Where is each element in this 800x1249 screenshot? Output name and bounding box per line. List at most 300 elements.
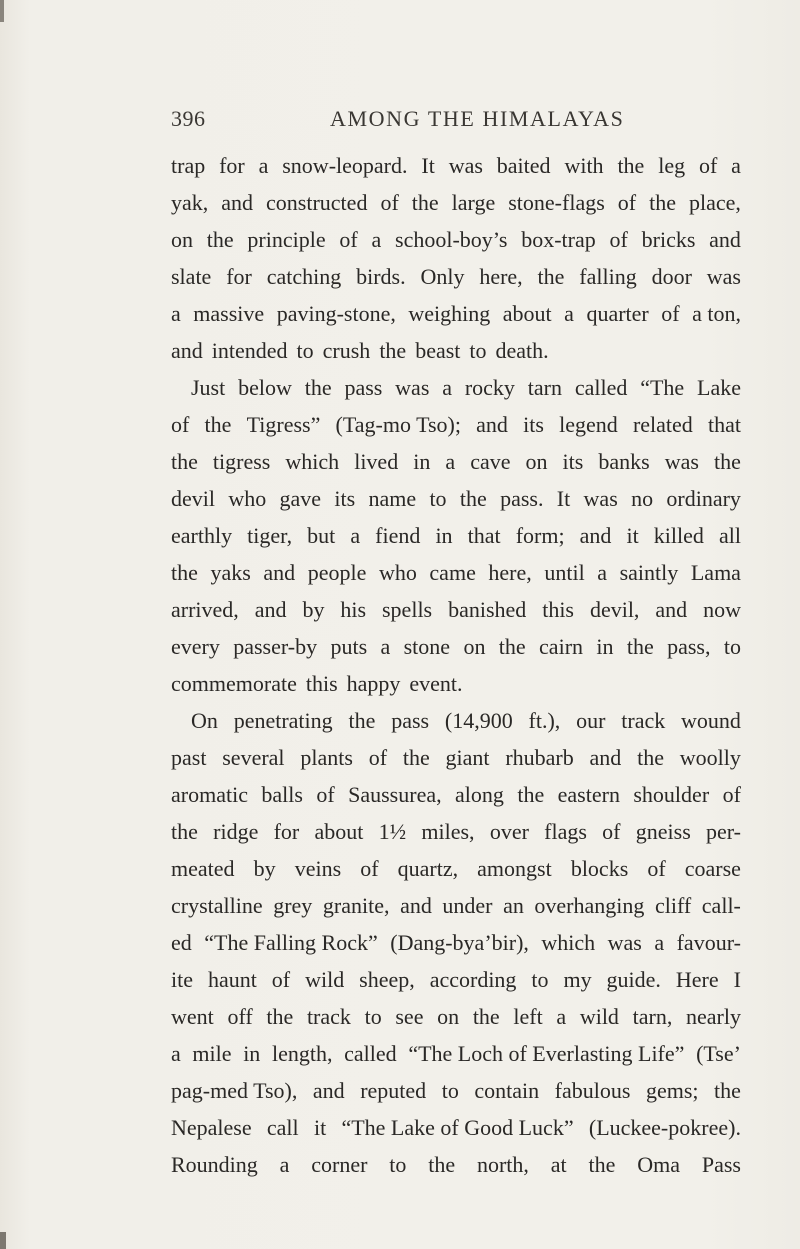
- word: pass: [391, 708, 430, 733]
- word: falling: [579, 264, 637, 289]
- word: on: [437, 1004, 460, 1029]
- word: track: [621, 708, 666, 733]
- word: and: [171, 338, 203, 363]
- word: cliff: [654, 893, 692, 918]
- text-line: [171, 1072, 741, 1109]
- text-line: [171, 369, 741, 406]
- word: of: [360, 856, 379, 881]
- word: related: [632, 412, 693, 437]
- word: Nepalese: [171, 1115, 252, 1140]
- word: people: [307, 560, 367, 585]
- word: left: [513, 1004, 543, 1029]
- word: every: [171, 634, 220, 659]
- text-line: [171, 776, 741, 813]
- word: grey: [273, 893, 313, 918]
- word: “The: [640, 375, 685, 400]
- word: the: [537, 264, 565, 289]
- word: was: [395, 375, 430, 400]
- word: of: [609, 227, 628, 252]
- text-line: [171, 295, 741, 332]
- word: wild: [579, 1004, 619, 1029]
- word: Here: [675, 967, 719, 992]
- word: no: [631, 486, 654, 511]
- text-line: [171, 739, 741, 776]
- text-line: [171, 998, 741, 1035]
- word: crush: [322, 338, 371, 363]
- text-line: [171, 924, 741, 961]
- word: here,: [488, 560, 532, 585]
- word: by: [253, 856, 276, 881]
- page-header: [0, 106, 800, 136]
- word: veins: [294, 856, 342, 881]
- word: constructed: [266, 190, 368, 215]
- word: arrived,: [171, 597, 239, 622]
- word: was: [583, 486, 618, 511]
- word: legend: [559, 412, 618, 437]
- word: the: [402, 745, 430, 770]
- word: aromatic: [171, 782, 248, 807]
- word: a: [442, 375, 452, 400]
- word: and: [400, 893, 432, 918]
- word: its: [562, 449, 584, 474]
- word: about: [502, 301, 552, 326]
- text-line: [171, 332, 741, 369]
- word: a: [258, 153, 269, 178]
- word: the: [588, 1152, 616, 1177]
- word: with: [564, 153, 604, 178]
- word: It: [421, 153, 435, 178]
- word: snow-leopard.: [282, 153, 408, 178]
- word: ite: [171, 967, 193, 992]
- word: the: [617, 153, 645, 178]
- word: “The Loch of Everlasting Life”: [408, 1041, 685, 1066]
- word: death.: [495, 338, 549, 363]
- word: lived: [354, 449, 399, 474]
- word: of: [368, 745, 388, 770]
- word: yaks: [210, 560, 251, 585]
- word: to: [441, 1078, 459, 1103]
- word: a: [564, 301, 574, 326]
- word: came: [429, 560, 476, 585]
- word: stone-flags: [508, 190, 605, 215]
- word: granite,: [322, 893, 390, 918]
- word: quartz,: [397, 856, 459, 881]
- text-line: [171, 1109, 741, 1146]
- word: to: [531, 967, 549, 992]
- word: the: [204, 412, 232, 437]
- word: cairn: [539, 634, 584, 659]
- word: tigress: [212, 449, 271, 474]
- word: slate: [171, 264, 212, 289]
- word: earthly: [171, 523, 233, 548]
- word: this: [305, 671, 338, 696]
- word: and: [476, 412, 508, 437]
- word: the: [649, 190, 676, 215]
- word: It: [556, 486, 571, 511]
- text-line: [171, 1035, 741, 1072]
- word: and: [263, 560, 296, 585]
- word: our: [576, 708, 606, 733]
- text-line: [171, 517, 741, 554]
- word: happy: [346, 671, 401, 696]
- text-line: [171, 406, 741, 443]
- word: of: [722, 782, 741, 807]
- word: crystalline: [171, 893, 263, 918]
- word: birds.: [356, 264, 406, 289]
- word: the: [411, 190, 439, 215]
- word: baited: [496, 153, 551, 178]
- word: gems;: [645, 1078, 699, 1103]
- word: 1½: [378, 819, 407, 844]
- word: favour-: [676, 930, 741, 955]
- word: massive: [193, 301, 265, 326]
- word: “The Lake of Good Luck”: [341, 1115, 574, 1140]
- word: a: [445, 449, 456, 474]
- word: meated: [171, 856, 235, 881]
- word: blocks: [570, 856, 629, 881]
- word: north,: [476, 1152, 529, 1177]
- word: the: [714, 1078, 741, 1103]
- word: his: [340, 597, 367, 622]
- word: event.: [409, 671, 463, 696]
- word: see: [395, 1004, 424, 1029]
- word: on: [525, 449, 548, 474]
- word: it: [313, 1115, 327, 1140]
- word: Saussurea,: [348, 782, 442, 807]
- word: and: [221, 190, 254, 215]
- word: (Tse’: [696, 1041, 741, 1066]
- word: ft.),: [528, 708, 561, 733]
- word: all: [718, 523, 741, 548]
- word: pass,: [667, 634, 711, 659]
- word: bricks: [641, 227, 696, 252]
- word: it: [626, 523, 639, 548]
- word: the: [379, 338, 407, 363]
- word: Tigress”: [246, 412, 321, 437]
- word: a: [171, 1041, 181, 1066]
- word: trap: [171, 153, 206, 178]
- word: saintly: [619, 560, 679, 585]
- word: until: [544, 560, 585, 585]
- word: off: [227, 1004, 253, 1029]
- word: that: [708, 412, 741, 437]
- word: to: [469, 338, 487, 363]
- word: balls: [261, 782, 303, 807]
- word: along: [455, 782, 504, 807]
- word: the: [626, 634, 654, 659]
- word: was: [448, 153, 483, 178]
- word: yak,: [171, 190, 209, 215]
- word: (Tag-mo Tso);: [335, 412, 461, 437]
- word: Rounding: [171, 1152, 258, 1177]
- word: was: [664, 449, 699, 474]
- word: overhanging: [534, 893, 645, 918]
- word: of: [171, 412, 190, 437]
- word: spells: [382, 597, 433, 622]
- word: ordinary: [666, 486, 741, 511]
- text-line: [171, 628, 741, 665]
- text-line: [171, 887, 741, 924]
- word: killed: [653, 523, 704, 548]
- word: large: [451, 190, 496, 215]
- word: was: [607, 930, 642, 955]
- word: pass.: [500, 486, 544, 511]
- word: per-: [706, 819, 741, 844]
- text-line: [171, 258, 741, 295]
- word: weighing: [408, 301, 491, 326]
- word: school-boy’s: [395, 227, 508, 252]
- body-text: [171, 147, 741, 1183]
- word: its: [523, 412, 544, 437]
- word: to: [296, 338, 314, 363]
- word: pag-med Tso),: [171, 1078, 298, 1103]
- word: called: [344, 1041, 397, 1066]
- word: this: [542, 597, 574, 622]
- text-line: [171, 554, 741, 591]
- word: haunt: [207, 967, 257, 992]
- word: of: [380, 190, 399, 215]
- word: of: [647, 856, 666, 881]
- word: plants: [300, 745, 353, 770]
- text-line: [171, 221, 741, 258]
- word: the: [428, 1152, 456, 1177]
- word: and: [589, 745, 622, 770]
- word: cave: [470, 449, 511, 474]
- word: a: [556, 1004, 567, 1029]
- word: rocky: [464, 375, 515, 400]
- word: (Luckee-pokree).: [588, 1115, 741, 1140]
- word: about: [314, 819, 364, 844]
- word: was: [706, 264, 741, 289]
- word: over: [489, 819, 529, 844]
- word: of: [602, 819, 621, 844]
- word: called: [574, 375, 628, 400]
- word: length,: [271, 1041, 333, 1066]
- word: below: [238, 375, 292, 400]
- word: mile: [192, 1041, 232, 1066]
- word: woolly: [679, 745, 741, 770]
- word: gneiss: [635, 819, 691, 844]
- text-line: [171, 443, 741, 480]
- word: the: [304, 375, 332, 400]
- word: and: [312, 1078, 345, 1103]
- word: wound: [681, 708, 741, 733]
- word: beast: [415, 338, 461, 363]
- word: name: [368, 486, 417, 511]
- word: call: [266, 1115, 299, 1140]
- word: amongst: [477, 856, 552, 881]
- word: and: [709, 227, 741, 252]
- word: tarn: [527, 375, 562, 400]
- word: of: [316, 782, 335, 807]
- word: to: [429, 486, 447, 511]
- word: in: [413, 449, 431, 474]
- word: the: [517, 782, 545, 807]
- word: of: [698, 153, 718, 178]
- word: devil,: [589, 597, 640, 622]
- text-line: [171, 147, 741, 184]
- word: penetrating: [233, 708, 333, 733]
- word: of: [617, 190, 637, 215]
- word: a: [731, 153, 741, 178]
- word: miles,: [421, 819, 475, 844]
- word: past: [171, 745, 207, 770]
- word: for: [219, 153, 245, 178]
- text-line: [171, 850, 741, 887]
- word: principle: [247, 227, 326, 252]
- word: the: [171, 449, 198, 474]
- word: tarn,: [632, 1004, 673, 1029]
- word: to: [723, 634, 741, 659]
- word: Lake: [697, 375, 741, 400]
- word: I: [733, 967, 741, 992]
- word: sheep,: [359, 967, 415, 992]
- word: now: [703, 597, 741, 622]
- word: stone: [403, 634, 451, 659]
- word: Pass: [701, 1152, 741, 1177]
- word: of: [661, 301, 680, 326]
- word: the: [713, 449, 741, 474]
- word: to: [389, 1152, 407, 1177]
- word: place,: [688, 190, 741, 215]
- word: intended: [211, 338, 288, 363]
- word: several: [222, 745, 285, 770]
- word: of: [339, 227, 358, 252]
- word: which: [541, 930, 596, 955]
- word: to: [364, 1004, 382, 1029]
- word: a: [350, 523, 361, 548]
- word: rhubarb: [505, 745, 574, 770]
- word: a: [380, 634, 391, 659]
- text-line: [171, 591, 741, 628]
- word: in: [243, 1041, 261, 1066]
- word: for: [226, 264, 252, 289]
- word: here,: [479, 264, 523, 289]
- word: a: [597, 560, 608, 585]
- word: the: [206, 227, 234, 252]
- text-line: [171, 480, 741, 517]
- word: on: [171, 227, 193, 252]
- word: a: [654, 930, 665, 955]
- text-line: [171, 184, 741, 221]
- word: under: [442, 893, 493, 918]
- word: a ton,: [692, 301, 741, 326]
- word: box-trap: [521, 227, 596, 252]
- word: the: [266, 1004, 294, 1029]
- word: in: [596, 634, 614, 659]
- running-title: AMONG THE HIMALAYAS: [330, 106, 625, 131]
- text-line: [171, 961, 741, 998]
- word: pass: [344, 375, 383, 400]
- word: corner: [311, 1152, 368, 1177]
- word: its: [334, 486, 356, 511]
- word: the: [171, 819, 198, 844]
- word: banks: [598, 449, 650, 474]
- word: Oma: [637, 1152, 681, 1177]
- word: a: [171, 301, 181, 326]
- word: tiger,: [247, 523, 293, 548]
- word: guide.: [606, 967, 661, 992]
- word: passer-by: [233, 634, 318, 659]
- word: flags: [544, 819, 587, 844]
- word: nearly: [685, 1004, 741, 1029]
- word: “The Falling Rock”: [204, 930, 378, 955]
- scan-edge-mark-bottom: [0, 1232, 6, 1249]
- word: and: [579, 523, 612, 548]
- word: in: [435, 523, 453, 548]
- word: commemorate: [171, 671, 297, 696]
- word: an: [503, 893, 524, 918]
- word: fiend: [375, 523, 421, 548]
- word: (14,900: [444, 708, 513, 733]
- text-line: [171, 665, 741, 702]
- word: puts: [330, 634, 368, 659]
- text-line: [171, 702, 741, 739]
- word: quarter: [586, 301, 649, 326]
- word: gave: [279, 486, 322, 511]
- word: my: [563, 967, 592, 992]
- word: catching: [266, 264, 342, 289]
- word: on: [463, 634, 486, 659]
- word: but: [307, 523, 336, 548]
- text-line: [171, 1146, 741, 1183]
- word: giant: [445, 745, 490, 770]
- word: of: [271, 967, 291, 992]
- word: a: [371, 227, 382, 252]
- word: door: [651, 264, 692, 289]
- word: (Dang-bya’bir),: [390, 930, 529, 955]
- word: form;: [515, 523, 565, 548]
- word: the: [637, 745, 664, 770]
- word: devil: [171, 486, 215, 511]
- word: a: [279, 1152, 290, 1177]
- text-line: [171, 813, 741, 850]
- word: the: [472, 1004, 500, 1029]
- word: which: [285, 449, 340, 474]
- word: paving-stone,: [276, 301, 396, 326]
- word: by: [302, 597, 325, 622]
- word: reputed: [360, 1078, 427, 1103]
- word: went: [171, 1004, 214, 1029]
- word: the: [171, 560, 198, 585]
- word: eastern: [557, 782, 620, 807]
- word: and: [655, 597, 688, 622]
- word: at: [550, 1152, 567, 1177]
- word: and: [254, 597, 287, 622]
- word: Only: [420, 264, 465, 289]
- word: fabulous: [554, 1078, 631, 1103]
- word: the: [498, 634, 526, 659]
- word: the: [348, 708, 376, 733]
- word: that: [467, 523, 501, 548]
- word: for: [273, 819, 300, 844]
- word: call-: [701, 893, 741, 918]
- word: who: [228, 486, 267, 511]
- word: coarse: [684, 856, 741, 881]
- word: who: [378, 560, 417, 585]
- word: Just: [191, 375, 226, 400]
- word: Lama: [690, 560, 741, 585]
- word: ridge: [213, 819, 259, 844]
- word: ed: [171, 930, 192, 955]
- scan-edge-mark-top: [0, 0, 4, 22]
- word: according: [429, 967, 517, 992]
- word: track: [306, 1004, 351, 1029]
- word: shoulder: [633, 782, 710, 807]
- word: On: [191, 708, 218, 733]
- page-number: 396: [171, 106, 206, 131]
- word: contain: [474, 1078, 540, 1103]
